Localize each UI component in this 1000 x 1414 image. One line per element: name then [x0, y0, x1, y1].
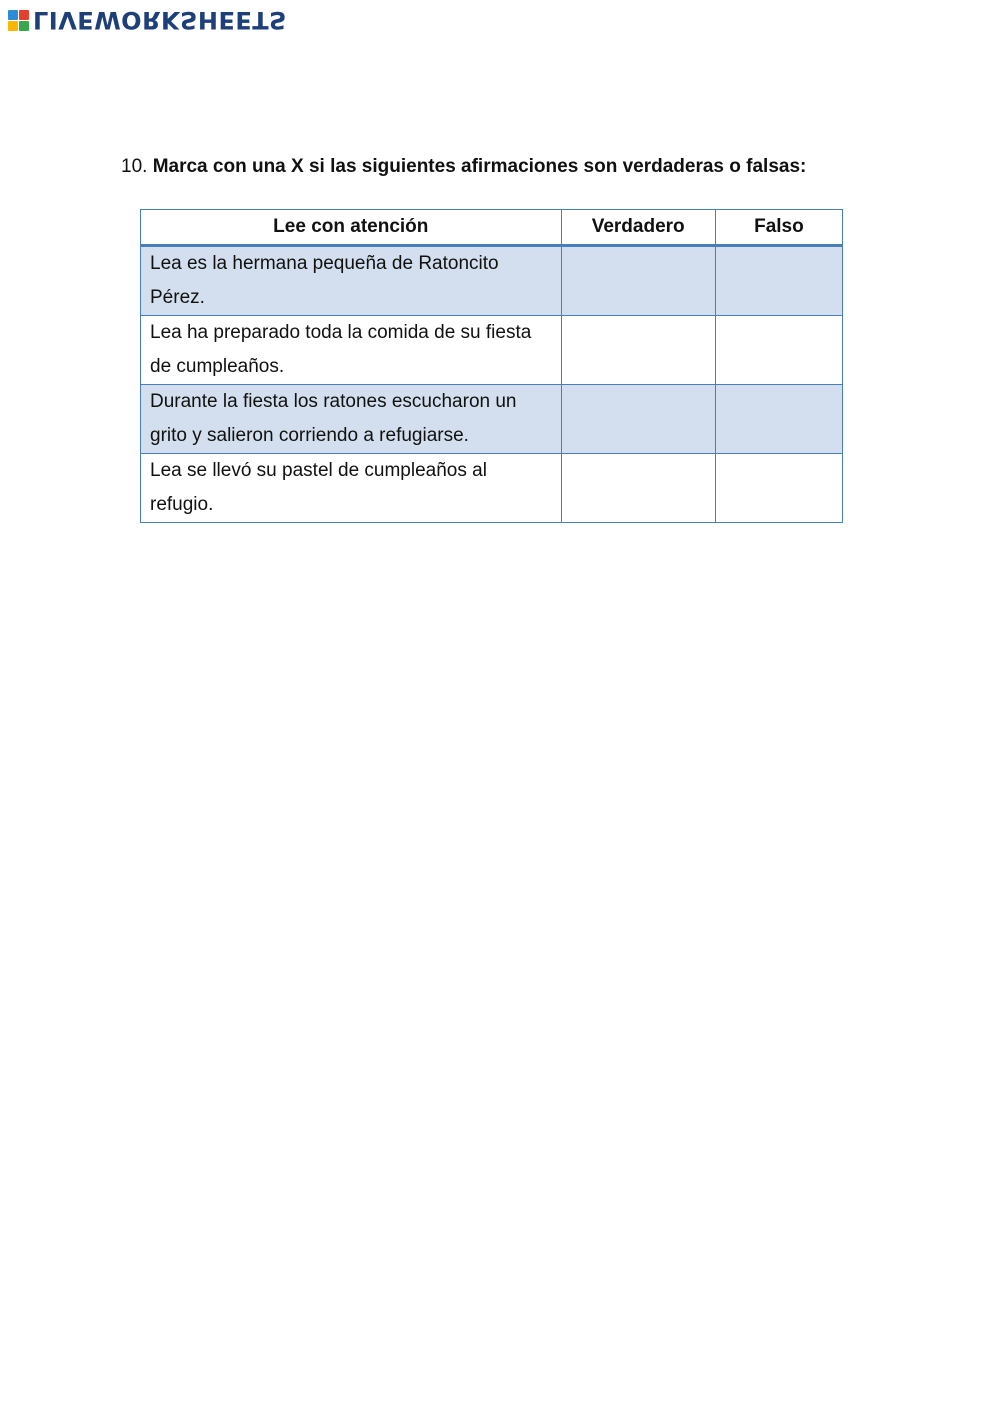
logo-text: LIVEWORKSHEETS [33, 6, 287, 34]
false-answer-cell[interactable] [715, 246, 842, 316]
table-row [141, 246, 843, 316]
liveworksheets-logo [8, 6, 287, 34]
true-answer-cell[interactable] [561, 246, 715, 316]
table-row [141, 454, 843, 523]
false-answer-cell[interactable] [715, 316, 842, 385]
table-header-row [141, 210, 843, 246]
statement-cell: Lea ha preparado toda la comida de su fiesta de cumpleaños. [141, 316, 562, 385]
table-row [141, 385, 843, 454]
header-false: Falso [715, 210, 842, 246]
true-answer-cell[interactable] [561, 316, 715, 385]
true-answer-cell[interactable] [561, 454, 715, 523]
statement-cell: Lea es la hermana pequeña de Ratoncito Pérez. [141, 246, 562, 316]
statement-cell: Lea se llevó su pastel de cumpleaños al refugio. [141, 454, 562, 523]
question-number: 10. [121, 156, 148, 177]
false-answer-cell[interactable] [715, 385, 842, 454]
statement-cell: Durante la fiesta los ratones escucharon un grito y salieron corriendo a refugiarse. [141, 385, 562, 454]
false-answer-cell[interactable] [715, 454, 842, 523]
logo-blocks-icon [8, 10, 29, 31]
true-false-table [140, 209, 843, 523]
question-text: Marca con una X si las siguientes afirmaciones son verdaderas o falsas: [152, 156, 807, 177]
header-true: Verdadero [561, 210, 715, 246]
true-answer-cell[interactable] [561, 385, 715, 454]
table-row [141, 316, 843, 385]
header-statement: Lee con atención [141, 210, 562, 246]
question-heading [121, 156, 806, 178]
